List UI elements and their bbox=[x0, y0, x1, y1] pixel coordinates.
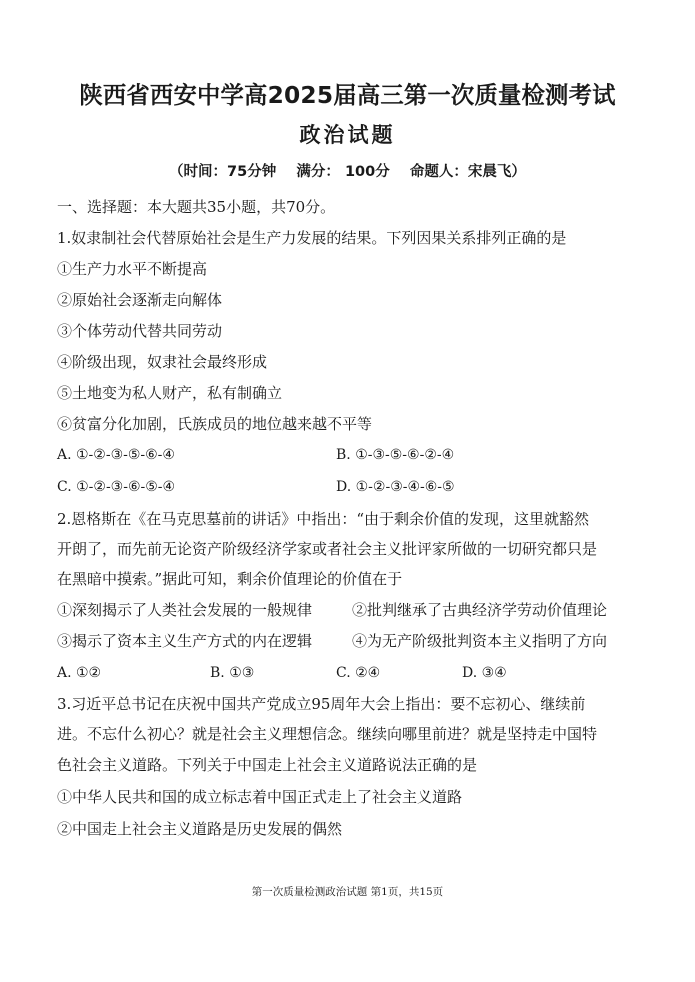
page-footer: 第一次质量检测政治试题 第1页，共15页 bbox=[251, 886, 444, 898]
question-1-option-b: B. ①-③-⑤-⑥-②-④ bbox=[336, 447, 455, 463]
question-2-item: ①深刻揭示了人类社会发展的一般规律 bbox=[57, 601, 313, 619]
question-2-item: ②批判继承了古典经济学劳动价值理论 bbox=[352, 601, 608, 619]
question-3-stem-line: 进。不忘什么初心？就是社会主义理想信念。继续向哪里前进？就是坚持走中国特 bbox=[57, 725, 598, 743]
question-2-item: ④为无产阶级批判资本主义指明了方向 bbox=[352, 632, 608, 650]
question-1-stem: 1.奴隶制社会代替原始社会是生产力发展的结果。下列因果关系排列正确的是 bbox=[57, 229, 567, 247]
exam-subject-title: 政治试题 bbox=[299, 123, 396, 147]
question-2-option-c: C. ②④ bbox=[336, 665, 381, 681]
question-2-option-b: B. ①③ bbox=[210, 665, 255, 681]
question-3-item: ②中国走上社会主义道路是历史发展的偶然 bbox=[57, 820, 343, 838]
question-1-option-d: D. ①-②-③-④-⑥-⑤ bbox=[336, 479, 455, 495]
question-1-item: ③个体劳动代替共同劳动 bbox=[57, 322, 223, 340]
question-2-option-a: A. ①② bbox=[57, 665, 102, 681]
question-3-stem-line: 色社会主义道路。下列关于中国走上社会主义道路说法正确的是 bbox=[57, 756, 478, 774]
exam-meta-info: （时间：75分钟 满分： 100分 命题人：宋晨飞） bbox=[169, 164, 526, 180]
question-1-item: ②原始社会逐渐走向解体 bbox=[57, 291, 223, 309]
question-1-option-c: C. ①-②-③-⑥-⑤-④ bbox=[57, 479, 176, 495]
question-1-item: ①生产力水平不断提高 bbox=[57, 260, 208, 278]
question-1-item: ⑤土地变为私人财产，私有制确立 bbox=[57, 384, 283, 402]
question-2-stem-line: 2.恩格斯在《在马克思墓前的讲话》中指出：“由于剩余价值的发现，这里就豁然 bbox=[57, 510, 589, 528]
section-heading: 一、选择题：本大题共35小题，共70分。 bbox=[57, 198, 336, 216]
question-1-item: ④阶级出现，奴隶社会最终形成 bbox=[57, 353, 268, 371]
question-2-option-d: D. ③④ bbox=[462, 665, 507, 681]
question-2-stem-line: 开朗了，而先前无论资产阶级经济学家或者社会主义批评家所做的一切研究都只是 bbox=[57, 540, 598, 558]
question-1-item: ⑥贫富分化加剧，氏族成员的地位越来越不平等 bbox=[57, 415, 373, 433]
question-1-option-a: A. ①-②-③-⑤-⑥-④ bbox=[57, 447, 175, 463]
question-3-stem-line: 3.习近平总书记在庆祝中国共产党成立95周年大会上指出：要不忘初心、继续前 bbox=[57, 695, 586, 713]
question-2-item: ③揭示了资本主义生产方式的内在逻辑 bbox=[57, 632, 313, 650]
exam-title: 陕西省西安中学高2025届高三第一次质量检测考试 bbox=[79, 81, 616, 109]
question-2-stem-line: 在黑暗中摸索。”据此可知，剩余价值理论的价值在于 bbox=[57, 570, 403, 588]
question-3-item: ①中华人民共和国的成立标志着中国正式走上了社会主义道路 bbox=[57, 788, 463, 806]
